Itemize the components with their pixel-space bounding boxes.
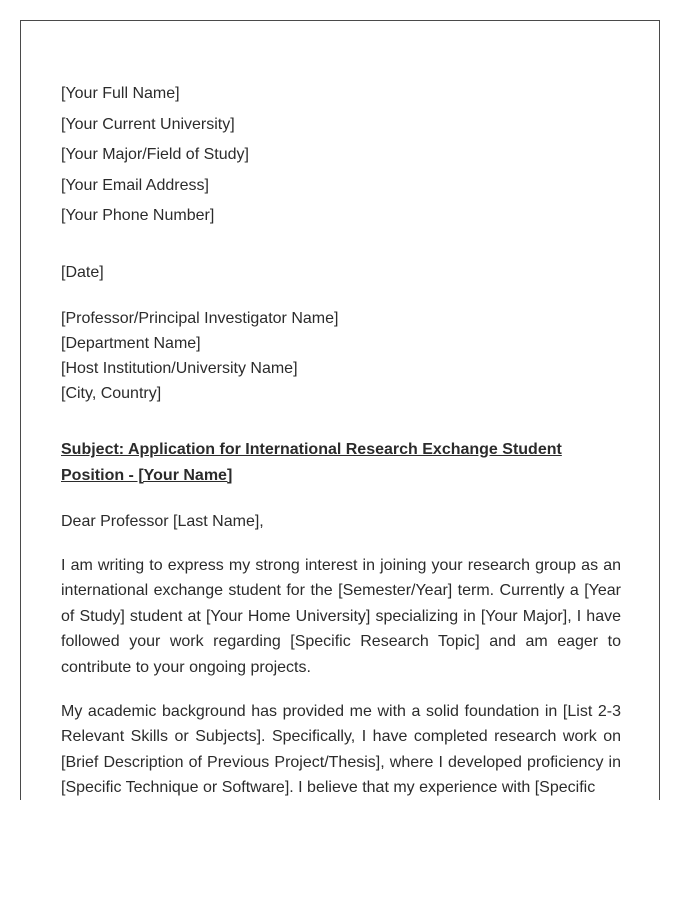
subject-line: Subject: Application for International Research Exchange Student Position - [Your Name] bbox=[61, 440, 562, 484]
recipient-name: [Professor/Principal Investigator Name] bbox=[61, 309, 339, 327]
recipient-block bbox=[61, 306, 621, 407]
sender-university: [Your Current University] bbox=[61, 115, 235, 133]
sender-phone: [Your Phone Number] bbox=[61, 207, 215, 224]
sender-major: [Your Major/Field of Study] bbox=[61, 146, 249, 163]
letter-page bbox=[20, 20, 660, 800]
body-paragraph-2: My academic background has provided me with a solid foundation in [List 2-3 Relevant Skills or Subjects]. Specifically, I have completed research work on [Brief Description of Previous Project/Thesis], where I developed proficiency in [Specific Technique or Software]. I believe that my experience with [Specific bbox=[61, 702, 621, 797]
recipient-institution: [Host Institution/University Name] bbox=[61, 360, 298, 378]
letter-date: [Date] bbox=[61, 263, 104, 281]
body-paragraph-1: I am writing to express my strong interest in joining your research group as an international exchange student for the [Semester/Year] term. Currently a [Year of Study] student at [Your Home University] specializing in [Your Major], I have followed your work regarding [Specific Research Topic] and am eager to contribute to your ongoing projects. bbox=[61, 556, 621, 677]
sender-block bbox=[61, 81, 621, 234]
recipient-location: [City, Country] bbox=[61, 385, 162, 403]
salutation: Dear Professor [Last Name], bbox=[61, 512, 264, 530]
recipient-department: [Department Name] bbox=[61, 334, 201, 352]
sender-email: [Your Email Address] bbox=[61, 176, 209, 194]
sender-name: [Your Full Name] bbox=[61, 85, 180, 102]
letter-content bbox=[61, 81, 621, 800]
